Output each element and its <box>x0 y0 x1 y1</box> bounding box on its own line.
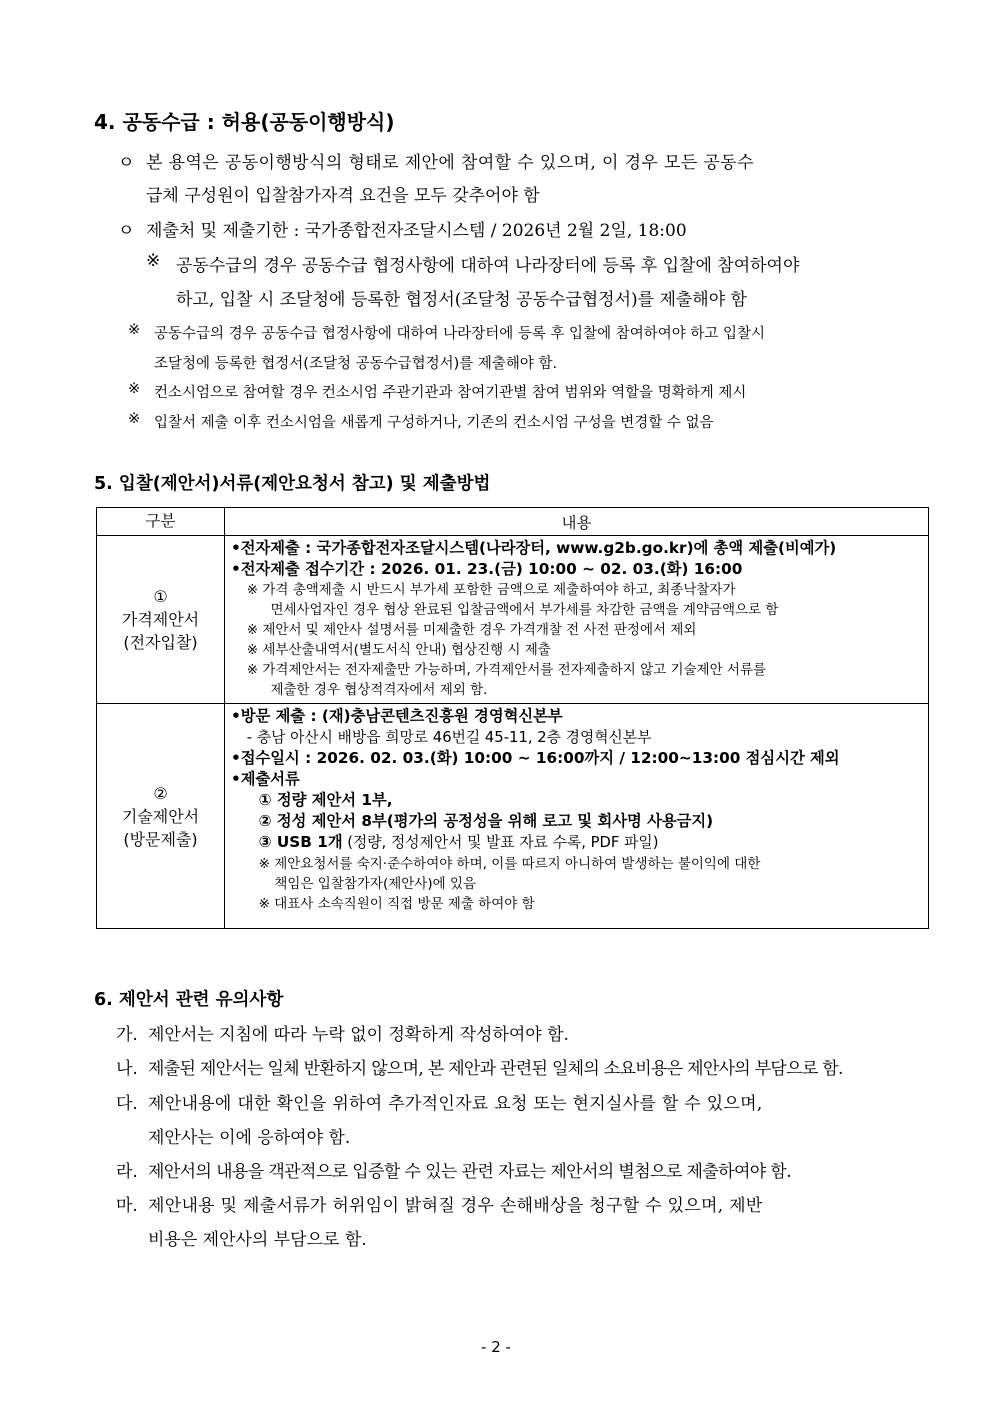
row-1-line: ※ 가격제안서는 전자제출만 가능하며, 가격제안서를 전자제출하지 않고 기술제안 서류를 <box>246 662 767 678</box>
section-6-item-3-line-1: 제안내용에 대한 확인을 위하여 추가적인자료 요청 또는 현지실사를 할 수 있으며, <box>148 1094 763 1114</box>
usb-item-label: ③ USB 1개 <box>258 833 343 851</box>
section-4-note-3: 컨소시엄으로 참여할 경우 컨소시엄 주관기관과 참여기관별 참여 범위와 역할을 명확하게 제시 <box>154 385 747 401</box>
row-1-line: •전자제출 : 국가종합전자조달시스템(나라장터, www.g2b.go.kr)에 총액 제출(비예가) <box>231 539 837 557</box>
section-6-item-3-line-2: 제안사는 이에 응하여야 함. <box>148 1128 351 1148</box>
section-4-item-1-line-2: 급체 구성원이 입찰참가자격 요건을 모두 갖추어야 함 <box>146 186 540 206</box>
section-4-note-2-line-2: 조달청에 등록한 협정서(조달청 공동수급협정서)를 제출해야 함. <box>154 356 558 372</box>
row-1-line: ※ 가격 총액제출 시 반드시 부가세 포함한 금액으로 제출하여야 하고, 최종낙찰자가 <box>246 582 736 598</box>
section-4-note-2-line-1: 공동수급의 경우 공동수급 협정사항에 대하여 나라장터에 등록 후 입찰에 참여하여야 하고 입찰시 <box>154 326 765 342</box>
bullet-mark: ㅇ <box>118 153 135 173</box>
row-2-line: ※ 제안요청서를 숙지·준수하여야 하며, 이를 따르지 아니하여 발생하는 불이익에 대한 <box>258 856 761 872</box>
section-4-item-1-line-1: 본 용역은 공동이행방식의 형태로 제안에 참여할 수 있으며, 이 경우 모든 공동수 <box>146 153 754 173</box>
item-mark: 나. <box>116 1059 138 1079</box>
row-1-line: ※ 세부산출내역서(별도서식 안내) 협상진행 시 제출 <box>246 642 551 658</box>
table-row <box>97 704 929 929</box>
section-5-title: 5. 입찰(제안서)서류(제안요청서 참고) 및 제출방법 <box>94 474 491 494</box>
section-4-note-1-line-2: 하고, 입찰 시 조달청에 등록한 협정서(조달청 공동수급협정서)를 제출해야 함 <box>176 290 747 310</box>
row-2-line: ① 정량 제안서 1부, <box>258 791 393 809</box>
row-2-category-method: (방문제출) <box>123 829 198 849</box>
section-4-note-4: 입찰서 제출 이후 컨소시엄을 새롭게 구성하거나, 기존의 컨소시엄 구성을 변경할 수 없음 <box>154 415 714 431</box>
row-1-line: 면세사업자인 경우 협상 완료된 입찰금액에서 부가세를 차감한 금액을 계약금액으로 함 <box>270 602 779 618</box>
section-6-item-2: 제출된 제안서는 일체 반환하지 않으며, 본 제안과 관련된 일체의 소요비용은 제안사의 부담으로 함. <box>148 1059 843 1079</box>
submission-table <box>96 507 929 929</box>
row-2-line: •방문 제출 : (재)충남콘텐츠진흥원 경영혁신본부 <box>231 707 563 725</box>
section-4-note-1-line-1: 공동수급의 경우 공동수급 협정사항에 대하여 나라장터에 등록 후 입찰에 참여하여야 <box>176 256 800 276</box>
table-header-row <box>97 508 929 536</box>
row-1-category-method: (전자입찰) <box>123 633 198 652</box>
header-category: 구분 <box>97 508 225 536</box>
item-mark: 라. <box>116 1162 138 1182</box>
row-2-line: - 충남 아산시 배방읍 희망로 46번길 45-11, 2층 경영혁신본부 <box>246 728 652 746</box>
item-mark: 가. <box>116 1025 138 1045</box>
section-6-item-4: 제안서의 내용을 객관적으로 입증할 수 있는 관련 자료는 제안서의 별첨으로 제출하여야 함. <box>148 1162 792 1182</box>
row-1-line: 제출한 경우 협상적격자에서 제외 함. <box>270 682 488 698</box>
page-number: - 2 - <box>481 1338 511 1356</box>
row-2-category-name: 기술제안서 <box>121 806 200 826</box>
section-6-title: 6. 제안서 관련 유의사항 <box>94 990 284 1010</box>
table-row <box>97 536 929 704</box>
row-2-line: •접수일시 : 2026. 02. 03.(화) 10:00 ~ 16:00까지 / 12:00~13:00 점심시간 제외 <box>231 749 840 767</box>
note-mark: ※ <box>146 251 161 271</box>
note-mark: ※ <box>128 322 141 338</box>
section-6-item-5-line-2: 비용은 제안사의 부담으로 함. <box>148 1230 367 1250</box>
row-1-line: •전자제출 접수기간 : 2026. 01. 23.(금) 10:00 ~ 02. 03.(화) 16:00 <box>231 560 743 578</box>
bullet-mark: ㅇ <box>118 221 135 241</box>
header-content: 내용 <box>225 508 929 536</box>
section-6-item-1: 제안서는 지침에 따라 누락 없이 정확하게 작성하여야 함. <box>148 1025 569 1045</box>
row-1-category <box>97 536 225 704</box>
section-6-item-5-line-1: 제안내용 및 제출서류가 허위임이 밝혀질 경우 손해배상을 청구할 수 있으며, 제반 <box>148 1196 763 1216</box>
row-2-content <box>225 704 929 929</box>
row-2-line <box>231 832 912 854</box>
usb-item-detail: (정량, 정성제안서 및 발표 자료 수록, PDF 파일) <box>347 833 659 851</box>
row-2-category-number: ② <box>153 783 168 803</box>
row-1-line: ※ 제안서 및 제안사 설명서를 미제출한 경우 가격개찰 전 사전 판정에서 제외 <box>246 622 697 638</box>
section-4-item-2: 제출처 및 제출기한 : 국가종합전자조달시스템 / 2026년 2월 2일, 18:00 <box>146 221 687 241</box>
section-4-title: 4. 공동수급 : 허용(공동이행방식) <box>94 110 395 134</box>
row-2-line: ※ 대표사 소속직원이 직접 방문 제출 하여야 함 <box>258 896 535 912</box>
row-2-line: •제출서류 <box>231 770 300 788</box>
row-2-line: 책임은 입찰참가자(제안사)에 있음 <box>274 876 477 892</box>
row-2-line: ② 정성 제안서 8부(평가의 공정성을 위해 로고 및 회사명 사용금지) <box>258 812 714 830</box>
row-1-category-number: ① <box>153 587 168 606</box>
row-1-content <box>225 536 929 704</box>
note-mark: ※ <box>128 411 141 427</box>
row-1-category-name: 가격제안서 <box>121 610 200 629</box>
note-mark: ※ <box>128 381 141 397</box>
row-2-category <box>97 704 225 929</box>
item-mark: 마. <box>116 1196 138 1216</box>
item-mark: 다. <box>116 1094 138 1114</box>
